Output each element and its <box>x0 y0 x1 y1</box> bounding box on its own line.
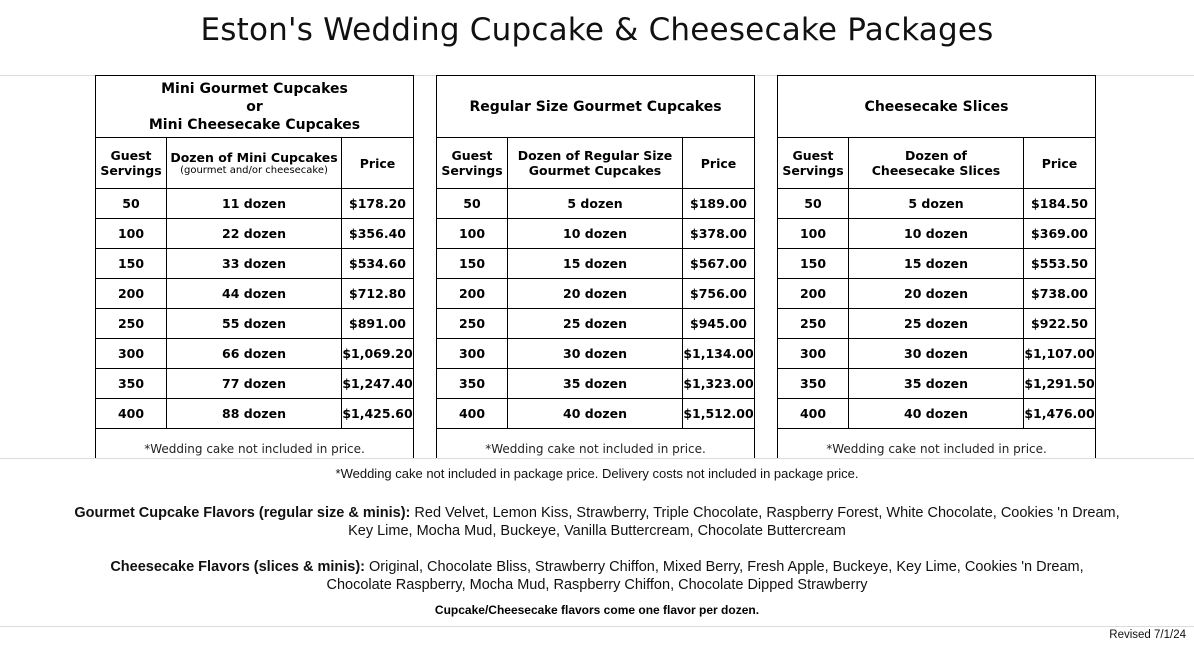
cell-price: $1,247.40 <box>342 369 414 399</box>
table-row <box>437 249 755 279</box>
header-line: Guest <box>451 148 493 163</box>
cell-dozen: 25 dozen <box>849 309 1024 339</box>
cell-price: $1,425.60 <box>342 399 414 429</box>
table-title-line: Mini Cheesecake Cupcakes <box>148 116 361 133</box>
cell-price: $1,291.50 <box>1024 369 1096 399</box>
cheesecake-flavors-label: Cheesecake Flavors (slices & minis): <box>110 559 365 575</box>
header-line: Servings <box>441 163 503 178</box>
table-row <box>96 309 414 339</box>
cell-price: $1,107.00 <box>1024 339 1096 369</box>
col-header-price: Price <box>683 138 755 189</box>
table-row <box>96 249 414 279</box>
cupcake-flavors-line2: Key Lime, Mocha Mud, Buckeye, Vanilla Buttercream, Chocolate Buttercream <box>348 523 846 539</box>
cell-dozen: 25 dozen <box>508 309 683 339</box>
cell-dozen: 30 dozen <box>849 339 1024 369</box>
table-regular-cupcakes <box>436 75 755 459</box>
table-row <box>96 369 414 399</box>
cell-price: $1,323.00 <box>683 369 755 399</box>
header-line: Guest <box>110 148 152 163</box>
cell-price: $1,069.20 <box>342 339 414 369</box>
cell-servings: 350 <box>96 369 167 399</box>
cell-dozen: 66 dozen <box>167 339 342 369</box>
cell-servings: 250 <box>96 309 167 339</box>
cell-dozen: 40 dozen <box>849 399 1024 429</box>
cell-dozen: 33 dozen <box>167 249 342 279</box>
table-title-line: or <box>246 98 263 115</box>
table-row <box>96 279 414 309</box>
cell-servings: 100 <box>778 219 849 249</box>
cupcake-flavors-label: Gourmet Cupcake Flavors (regular size & minis): <box>74 505 411 521</box>
cell-servings: 250 <box>437 309 508 339</box>
table-title <box>778 76 1096 138</box>
table-cheesecake-slices <box>777 75 1096 459</box>
package-disclaimer: *Wedding cake not included in package price. Delivery costs not included in package price. <box>335 466 859 481</box>
table-row <box>96 219 414 249</box>
cheesecake-flavors-list: Original, Chocolate Bliss, Strawberry Chiffon, Mixed Berry, Fresh Apple, Buckeye, Key Lime, Cookies 'n Dream, <box>369 559 1084 575</box>
table-row <box>437 309 755 339</box>
cell-dozen: 40 dozen <box>508 399 683 429</box>
cell-price: $534.60 <box>342 249 414 279</box>
table-row <box>778 219 1096 249</box>
cell-servings: 200 <box>96 279 167 309</box>
table-row <box>96 189 414 219</box>
col-header-dozen <box>167 138 342 189</box>
col-header-servings <box>437 138 508 189</box>
header-line: Servings <box>782 163 844 178</box>
cell-dozen: 20 dozen <box>849 279 1024 309</box>
cell-price: $712.80 <box>342 279 414 309</box>
cell-servings: 350 <box>437 369 508 399</box>
cell-servings: 50 <box>437 189 508 219</box>
cell-servings: 50 <box>778 189 849 219</box>
table-row <box>437 189 755 219</box>
cell-servings: 150 <box>96 249 167 279</box>
cell-servings: 400 <box>96 399 167 429</box>
cell-price: $1,476.00 <box>1024 399 1096 429</box>
cell-dozen: 20 dozen <box>508 279 683 309</box>
table-row <box>96 339 414 369</box>
table-footnote: *Wedding cake not included in price. <box>437 429 755 459</box>
cheesecake-flavors-line2: Chocolate Raspberry, Mocha Mud, Raspberry Chiffon, Chocolate Dipped Strawberry <box>326 577 868 593</box>
cell-dozen: 10 dozen <box>508 219 683 249</box>
cell-dozen: 55 dozen <box>167 309 342 339</box>
table-title-line: Regular Size Gourmet Cupcakes <box>469 98 722 115</box>
cell-price: $378.00 <box>683 219 755 249</box>
cell-servings: 400 <box>778 399 849 429</box>
cell-servings: 250 <box>778 309 849 339</box>
cell-servings: 200 <box>778 279 849 309</box>
table-mini-cupcakes <box>95 75 414 459</box>
cell-servings: 150 <box>778 249 849 279</box>
cell-dozen: 88 dozen <box>167 399 342 429</box>
col-header-dozen <box>849 138 1024 189</box>
page-title: Eston's Wedding Cupcake & Cheesecake Packages <box>200 12 994 48</box>
header-line: Servings <box>100 163 162 178</box>
revised-date: Revised 7/1/24 <box>1109 629 1186 641</box>
cupcake-flavors-list: Red Velvet, Lemon Kiss, Strawberry, Triple Chocolate, Raspberry Forest, White Chocolate, Cookies 'n Dream, <box>414 505 1120 521</box>
table-row <box>437 279 755 309</box>
cheesecake-flavors <box>40 558 1154 594</box>
cell-price: $567.00 <box>683 249 755 279</box>
col-header-price: Price <box>342 138 414 189</box>
table-title <box>96 76 414 138</box>
cell-dozen: 22 dozen <box>167 219 342 249</box>
table-row <box>437 219 755 249</box>
cell-dozen: 5 dozen <box>508 189 683 219</box>
cell-servings: 300 <box>778 339 849 369</box>
cupcake-flavors-line1 <box>40 504 1154 522</box>
table-row <box>778 369 1096 399</box>
cell-servings: 100 <box>96 219 167 249</box>
cell-dozen: 35 dozen <box>508 369 683 399</box>
header-line: Gourmet Cupcakes <box>528 163 662 178</box>
cheesecake-flavors-line1 <box>40 558 1154 576</box>
cell-servings: 400 <box>437 399 508 429</box>
cell-dozen: 5 dozen <box>849 189 1024 219</box>
cell-servings: 50 <box>96 189 167 219</box>
cell-price: $189.00 <box>683 189 755 219</box>
table-title-line: Cheesecake Slices <box>864 98 1009 115</box>
cell-price: $922.50 <box>1024 309 1096 339</box>
cell-price: $178.20 <box>342 189 414 219</box>
table-row <box>778 279 1096 309</box>
cell-price: $738.00 <box>1024 279 1096 309</box>
table-row <box>778 339 1096 369</box>
cell-servings: 100 <box>437 219 508 249</box>
table-row <box>778 309 1096 339</box>
cell-price: $945.00 <box>683 309 755 339</box>
table-row <box>96 399 414 429</box>
cell-servings: 350 <box>778 369 849 399</box>
table-title <box>437 76 755 138</box>
cell-price: $756.00 <box>683 279 755 309</box>
header-subtext: (gourmet and/or cheesecake) <box>180 164 328 176</box>
header-line: Dozen of <box>905 148 967 163</box>
table-footnote: *Wedding cake not included in price. <box>778 429 1096 459</box>
table-row <box>778 249 1096 279</box>
header-line: Cheesecake Slices <box>871 163 1001 178</box>
table-row <box>778 189 1096 219</box>
col-header-dozen <box>508 138 683 189</box>
col-header-servings <box>96 138 167 189</box>
col-header-servings <box>778 138 849 189</box>
table-footnote: *Wedding cake not included in price. <box>96 429 414 459</box>
cell-price: $553.50 <box>1024 249 1096 279</box>
cell-servings: 300 <box>437 339 508 369</box>
cell-dozen: 10 dozen <box>849 219 1024 249</box>
table-row <box>437 369 755 399</box>
cell-dozen: 30 dozen <box>508 339 683 369</box>
cell-price: $184.50 <box>1024 189 1096 219</box>
cell-servings: 300 <box>96 339 167 369</box>
cell-price: $1,512.00 <box>683 399 755 429</box>
cell-dozen: 44 dozen <box>167 279 342 309</box>
cell-dozen: 15 dozen <box>508 249 683 279</box>
divider-bottom <box>0 626 1194 627</box>
header-line: Guest <box>792 148 834 163</box>
header-line: Dozen of Mini Cupcakes <box>170 149 338 165</box>
cell-dozen: 11 dozen <box>167 189 342 219</box>
cell-servings: 150 <box>437 249 508 279</box>
cell-price: $356.40 <box>342 219 414 249</box>
cell-price: $369.00 <box>1024 219 1096 249</box>
divider-middle <box>0 458 1194 459</box>
cupcake-flavors <box>40 504 1154 540</box>
table-row <box>437 399 755 429</box>
table-row <box>437 339 755 369</box>
cell-dozen: 77 dozen <box>167 369 342 399</box>
cell-servings: 200 <box>437 279 508 309</box>
table-row <box>778 399 1096 429</box>
header-line: Dozen of Regular Size <box>517 148 673 163</box>
cell-dozen: 35 dozen <box>849 369 1024 399</box>
cell-dozen: 15 dozen <box>849 249 1024 279</box>
flavor-per-dozen-note: Cupcake/Cheesecake flavors come one flavor per dozen. <box>434 603 760 617</box>
cell-price: $1,134.00 <box>683 339 755 369</box>
table-title-line: Mini Gourmet Cupcakes <box>161 80 348 97</box>
cell-price: $891.00 <box>342 309 414 339</box>
col-header-price: Price <box>1024 138 1096 189</box>
